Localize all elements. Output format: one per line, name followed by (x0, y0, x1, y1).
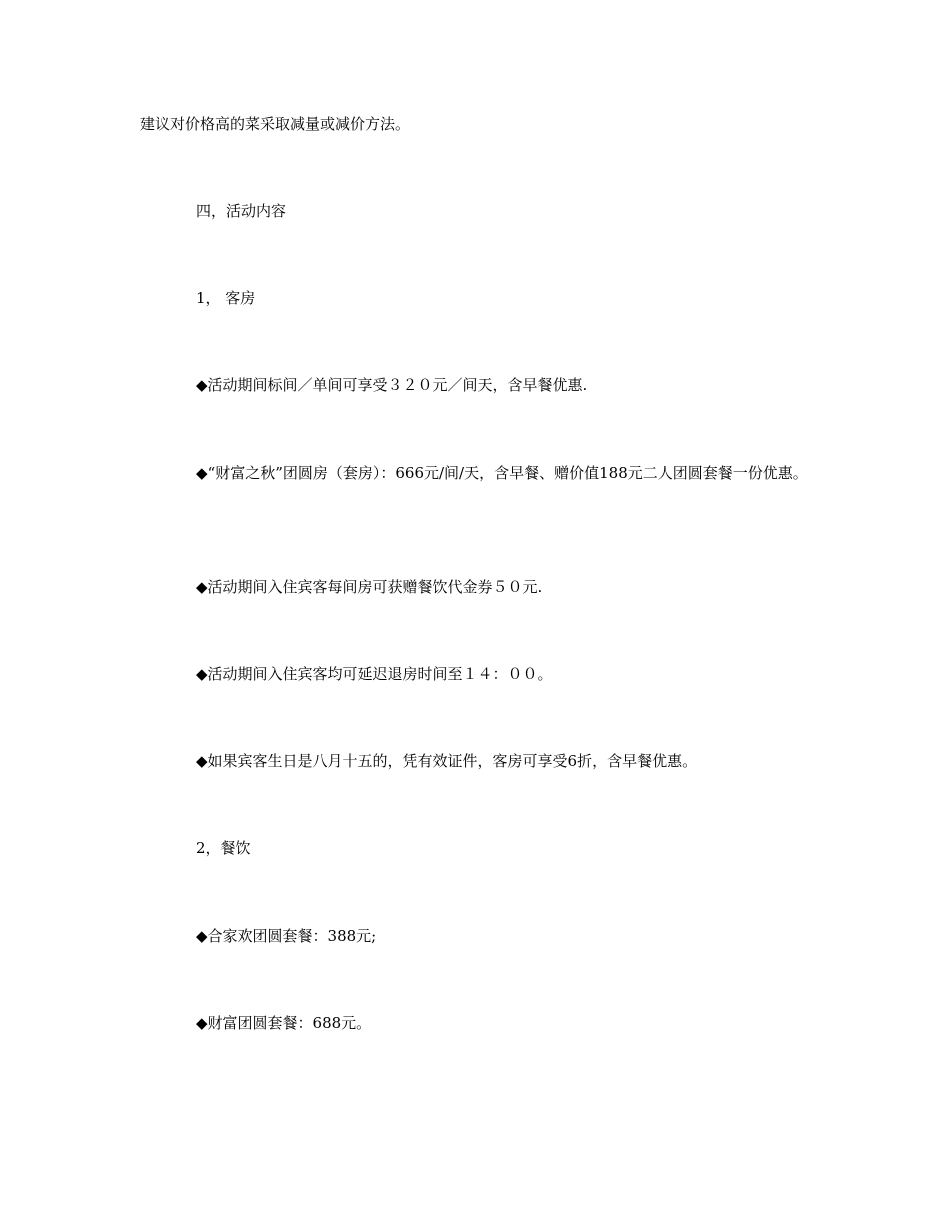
subsection-heading-rooms: 1， 客房 (196, 289, 256, 307)
subsection-heading-dining: 2，餐饮 (196, 839, 251, 857)
list-item-standard-room-offer: ◆活动期间标间／单间可享受３２０元／间天，含早餐优惠. (196, 376, 588, 394)
paragraph-price-suggestion: 建议对价格高的菜采取减量或减价方法。 (140, 115, 411, 133)
list-item-fortune-set-meal: ◆财富团圆套餐：688元。 (196, 1014, 372, 1032)
list-item-dining-voucher: ◆活动期间入住宾客每间房可获赠餐饮代金券５０元. (196, 578, 543, 596)
section-heading-activity-content: 四，活动内容 (196, 202, 287, 220)
list-item-family-set-meal: ◆合家欢团圆套餐：388元; (196, 927, 377, 945)
list-item-late-checkout: ◆活动期间入住宾客均可延迟退房时间至１４：００。 (196, 665, 553, 683)
list-item-reunion-suite-offer: ◆“财富之秋”团圆房（套房）：666元/间/天，含早餐、赠价值188元二人团圆套餐一份优惠。 (196, 464, 808, 482)
list-item-birthday-discount: ◆如果宾客生日是八月十五的，凭有效证件，客房可享受6折，含早餐优惠。 (196, 752, 698, 770)
